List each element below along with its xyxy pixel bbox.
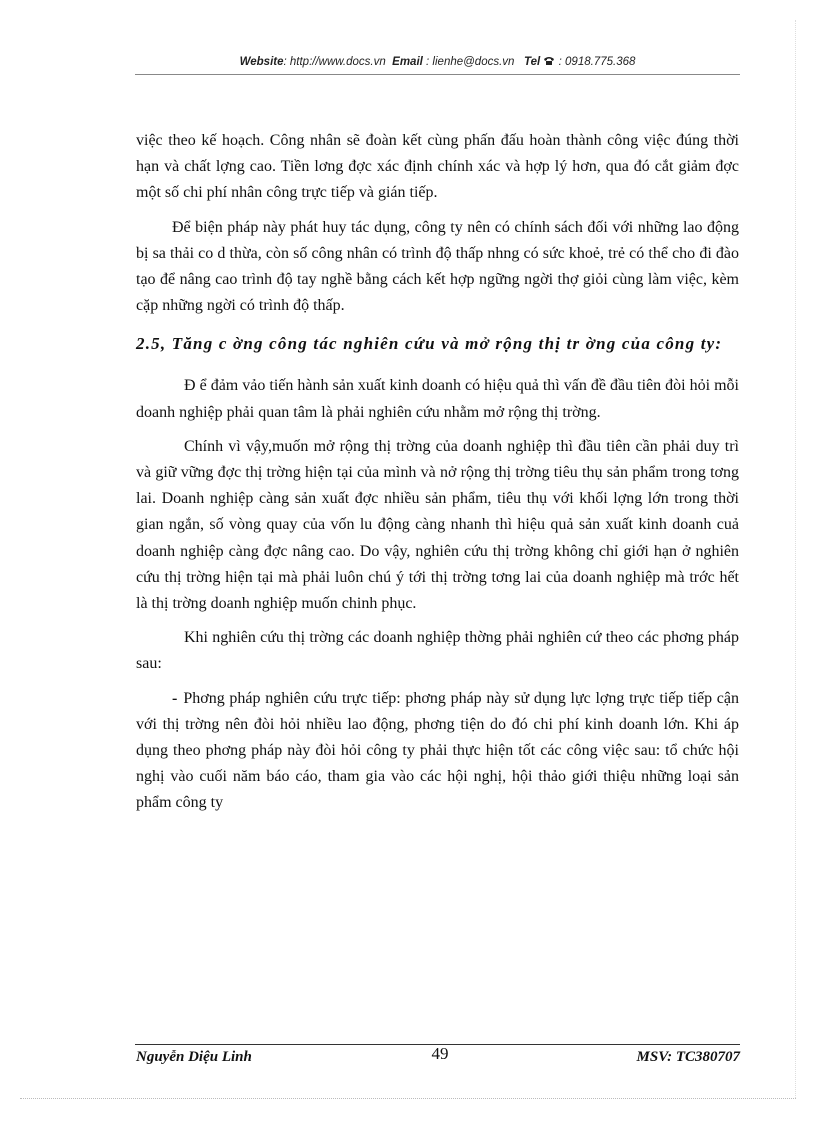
page-header: [135, 56, 740, 68]
paragraph-3: Đ ể đảm vảo tiến hành sản xuất kinh doanh có hiệu quả thì vấn đề đầu tiên đòi hỏi mỗi doanh nghiệp phải quan tâm là phải nghiên cứu nhằm mở rộng thị trờng.: [136, 377, 739, 421]
page-bottom-border: [20, 1098, 796, 1099]
page-side-border: [795, 20, 796, 1098]
website-label: Website: [239, 56, 284, 68]
paragraph-2: Để biện pháp này phát huy tác dụng, công ty nên có chính sách đối với những lao động bị sa thải co d thừa, còn số công nhân có trình độ thấp nhng có sức khoẻ, trẻ có thể cho đi đào tạo để nâng cao trình độ tay nghề bằng cách kết hợp ngững ngời thợ giỏi cùng làm việc, kèm cặp những ngời có trình độ thấp.: [136, 218, 739, 315]
document-body: [136, 128, 739, 825]
paragraph-4: Chính vì vậy,muốn mở rộng thị trờng của doanh nghiệp thì đầu tiên cần phải duy trì và giữ vững đợc thị trờng hiện tại của mình và nở rộng thị trờng tiêu thụ sản phẩm trong tơng lai. Doanh nghiệp càng sản xuất đợc nhiều sản phẩm, tiêu thụ với khối lợng lớn trong thời gian ngắn, số vòng quay của vốn lu động càng nhanh thì hiệu quả sản xuất kinh doanh cuả doanh nghiệp càng đợc nâng cao. Do vậy, nghiên cứu thị trờng không chỉ giới hạn ở nghiên cứu thị trờng hiện tại mà phải luôn chú ý tới thị trờng tơng lai của doanh nghiệp mà trớc hết là thị trờng doanh nghiệp muốn chinh phục.: [136, 437, 739, 613]
tel-value: : 0918.775.368: [558, 56, 636, 68]
page-number: 49: [431, 1044, 449, 1063]
website-value[interactable]: : http://www.docs.vn: [283, 56, 386, 68]
section-heading: 2.5, Tăng c ờng công tác nghiên cứu và mở rộng thị tr ờng của công ty:: [136, 334, 723, 354]
tel-label: Tel: [524, 56, 541, 68]
bullet-paragraph: [136, 686, 739, 817]
paragraph-1: việc theo kế hoạch. Công nhân sẽ đoàn kết cùng phấn đấu hoàn thành công việc đúng thời hạn và chất lợng cao. Tiền lơng đợc xác định chính xác và hợp lý hơn, qua đó cắt giảm đợc một số chi phí nhân công trực tiếp và gián tiếp.: [136, 132, 739, 202]
phone-icon: [543, 56, 558, 68]
bullet-marker: -: [172, 689, 178, 707]
email-value[interactable]: : lienhe@docs.vn: [426, 56, 515, 68]
email-label: Email: [392, 56, 423, 68]
paragraph-5: Khi nghiên cứu thị trờng các doanh nghiệp thờng phải nghiên cứ theo các phơng pháp sau:: [136, 629, 739, 673]
footer-student-id: MSV: TC380707: [636, 1049, 740, 1065]
footer-author: Nguyễn Diệu Linh: [136, 1049, 252, 1065]
paragraph-6: Phơng pháp nghiên cứu trực tiếp: phơng pháp này sử dụng lực lợng trực tiếp tiếp cận với thị trờng nên đòi hỏi nhiều lao động, phơng tiện do đó chi phí kinh doanh lớn. Khi áp dụng theo phơng pháp này đòi hỏi công ty phải thực hiện tốt các công việc sau: tổ chức hội nghị vào cuối năm báo cáo, tham gia vào các hội nghị, hội thảo giới thiệu những loại sản phẩm công ty: [136, 689, 739, 812]
header-divider: [135, 74, 740, 75]
